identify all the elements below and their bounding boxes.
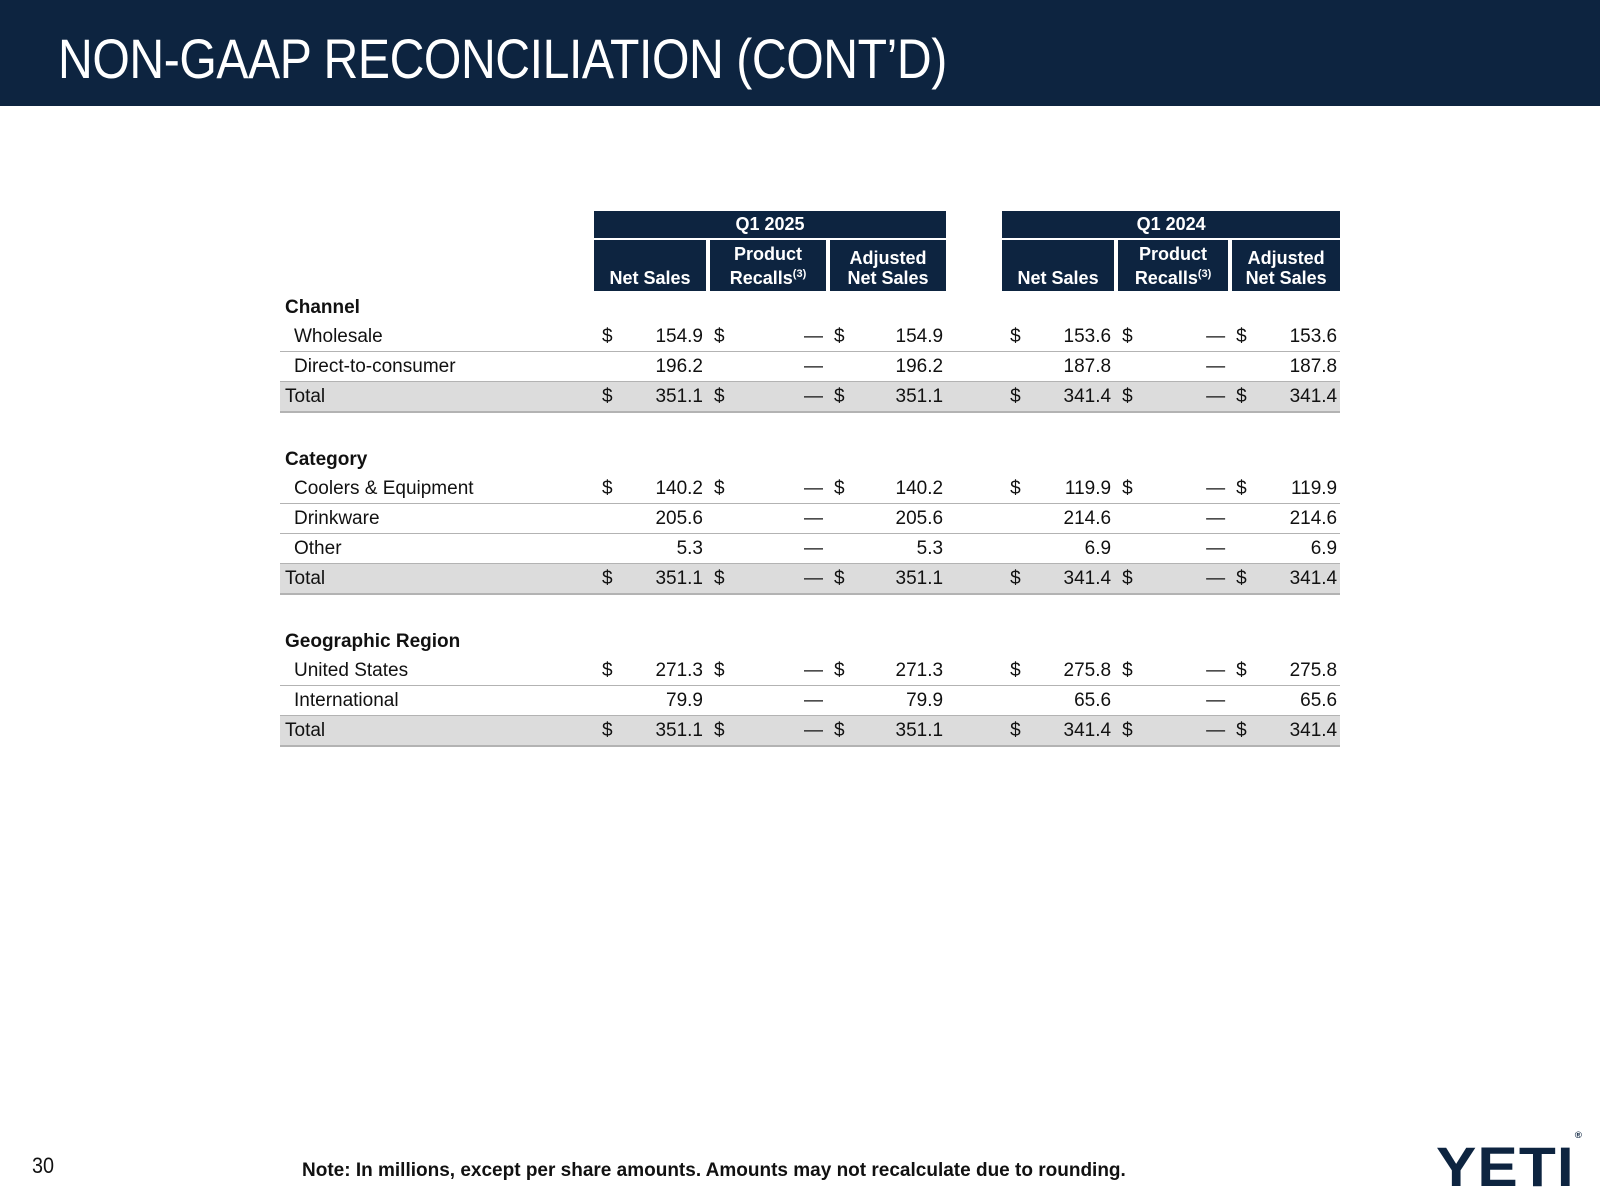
total-value-cell: 341.4 xyxy=(1262,382,1340,413)
value-cell: — xyxy=(1148,322,1228,352)
currency-symbol: $ xyxy=(1228,322,1262,352)
value-cell: 275.8 xyxy=(1036,656,1114,686)
page-title: NON-GAAP RECONCILIATION (CONT’D) xyxy=(58,27,947,90)
currency-symbol: $ xyxy=(1002,474,1036,504)
currency-symbol: $ xyxy=(826,382,860,413)
value-cell: — xyxy=(740,322,826,352)
value-cell: — xyxy=(740,504,826,534)
value-cell: 214.6 xyxy=(1262,504,1340,534)
currency-symbol: $ xyxy=(1114,564,1148,595)
total-label: Total xyxy=(280,564,594,595)
currency-symbol: $ xyxy=(706,382,740,413)
total-value-cell: 341.4 xyxy=(1036,564,1114,595)
value-cell: — xyxy=(740,656,826,686)
currency-symbol: $ xyxy=(1228,656,1262,686)
currency-symbol: $ xyxy=(1114,382,1148,413)
total-row xyxy=(280,564,1340,595)
currency-symbol: $ xyxy=(594,716,628,747)
currency-symbol xyxy=(826,352,860,382)
currency-symbol xyxy=(826,534,860,564)
col-header-net-sales: Net Sales xyxy=(1002,240,1114,291)
total-value-cell: — xyxy=(1148,716,1228,747)
total-value-cell: 341.4 xyxy=(1036,382,1114,413)
total-value-cell: 351.1 xyxy=(860,716,946,747)
total-label: Total xyxy=(280,382,594,413)
row-label: International xyxy=(280,686,594,716)
currency-symbol: $ xyxy=(594,322,628,352)
currency-symbol: $ xyxy=(1002,322,1036,352)
value-cell: 6.9 xyxy=(1262,534,1340,564)
col-header-net-sales: Net Sales xyxy=(594,240,706,291)
section-title: Category xyxy=(285,448,368,470)
value-cell: 187.8 xyxy=(1036,352,1114,382)
currency-symbol xyxy=(1114,686,1148,716)
group-header-q1-2024: Q1 2024 xyxy=(1002,211,1340,240)
currency-symbol: $ xyxy=(1114,474,1148,504)
value-cell: 79.9 xyxy=(860,686,946,716)
currency-symbol: $ xyxy=(1114,656,1148,686)
currency-symbol xyxy=(1114,352,1148,382)
col-header-adjusted-net-sales: Adjusted Net Sales xyxy=(826,240,946,291)
value-cell: 153.6 xyxy=(1036,322,1114,352)
total-value-cell: — xyxy=(1148,564,1228,595)
row-label: Direct-to-consumer xyxy=(280,352,594,382)
value-cell: 5.3 xyxy=(860,534,946,564)
col-header-adjusted-net-sales: Adjusted Net Sales xyxy=(1228,240,1340,291)
currency-symbol: $ xyxy=(1002,716,1036,747)
table-row xyxy=(280,686,1340,716)
currency-symbol: $ xyxy=(826,656,860,686)
value-cell: 205.6 xyxy=(628,504,706,534)
currency-symbol xyxy=(826,504,860,534)
currency-symbol: $ xyxy=(1228,474,1262,504)
value-cell: — xyxy=(740,534,826,564)
currency-symbol xyxy=(1114,534,1148,564)
total-value-cell: — xyxy=(740,382,826,413)
currency-symbol xyxy=(1002,352,1036,382)
header-columns-row xyxy=(280,240,1340,291)
currency-symbol: $ xyxy=(706,656,740,686)
total-value-cell: 351.1 xyxy=(860,564,946,595)
value-cell: — xyxy=(1148,352,1228,382)
currency-symbol xyxy=(1228,686,1262,716)
table-row xyxy=(280,352,1340,382)
row-label: United States xyxy=(280,656,594,686)
value-cell: 205.6 xyxy=(860,504,946,534)
currency-symbol: $ xyxy=(826,716,860,747)
currency-symbol xyxy=(594,534,628,564)
currency-symbol: $ xyxy=(594,382,628,413)
value-cell: 275.8 xyxy=(1262,656,1340,686)
total-row xyxy=(280,382,1340,413)
currency-symbol xyxy=(1114,504,1148,534)
section-title: Channel xyxy=(285,296,360,318)
currency-symbol xyxy=(594,504,628,534)
table-row xyxy=(280,474,1340,504)
value-cell: 119.9 xyxy=(1036,474,1114,504)
value-cell: — xyxy=(740,474,826,504)
group-header-q1-2025: Q1 2025 xyxy=(594,211,946,240)
value-cell: 271.3 xyxy=(860,656,946,686)
total-value-cell: — xyxy=(740,564,826,595)
total-label: Total xyxy=(280,716,594,747)
currency-symbol: $ xyxy=(594,474,628,504)
currency-symbol xyxy=(1002,504,1036,534)
total-value-cell: — xyxy=(740,716,826,747)
currency-symbol: $ xyxy=(1002,656,1036,686)
total-value-cell: 341.4 xyxy=(1036,716,1114,747)
value-cell: 140.2 xyxy=(628,474,706,504)
section-header-row xyxy=(280,443,1340,474)
value-cell: 6.9 xyxy=(1036,534,1114,564)
section-spacer xyxy=(280,595,1340,625)
section-header-row xyxy=(280,625,1340,656)
value-cell: 214.6 xyxy=(1036,504,1114,534)
value-cell: — xyxy=(740,686,826,716)
currency-symbol: $ xyxy=(594,564,628,595)
row-label: Drinkware xyxy=(280,504,594,534)
total-value-cell: 351.1 xyxy=(860,382,946,413)
value-cell: — xyxy=(1148,686,1228,716)
value-cell: 5.3 xyxy=(628,534,706,564)
col-header-product-recalls: Product Recalls$^{(3)}$ xyxy=(706,240,826,291)
currency-symbol xyxy=(706,534,740,564)
value-cell: 140.2 xyxy=(860,474,946,504)
value-cell: 79.9 xyxy=(628,686,706,716)
section-title: Geographic Region xyxy=(285,630,461,652)
value-cell: 187.8 xyxy=(1262,352,1340,382)
table-row xyxy=(280,322,1340,352)
row-label: Coolers & Equipment xyxy=(280,474,594,504)
currency-symbol: $ xyxy=(1228,564,1262,595)
currency-symbol xyxy=(1002,534,1036,564)
value-cell: — xyxy=(740,352,826,382)
currency-symbol xyxy=(1228,534,1262,564)
currency-symbol xyxy=(706,504,740,534)
section-spacer xyxy=(280,413,1340,443)
total-value-cell: — xyxy=(1148,382,1228,413)
currency-symbol xyxy=(706,352,740,382)
currency-symbol: $ xyxy=(1228,716,1262,747)
value-cell: 119.9 xyxy=(1262,474,1340,504)
section-header-row xyxy=(280,291,1340,322)
value-cell: — xyxy=(1148,474,1228,504)
yeti-logo: YETI® xyxy=(1436,1130,1582,1198)
currency-symbol: $ xyxy=(1228,382,1262,413)
row-label: Wholesale xyxy=(280,322,594,352)
currency-symbol: $ xyxy=(1114,322,1148,352)
currency-symbol: $ xyxy=(706,716,740,747)
value-cell: 196.2 xyxy=(860,352,946,382)
table-row xyxy=(280,534,1340,564)
currency-symbol: $ xyxy=(706,474,740,504)
value-cell: 196.2 xyxy=(628,352,706,382)
total-value-cell: 341.4 xyxy=(1262,564,1340,595)
currency-symbol: $ xyxy=(706,322,740,352)
currency-symbol: $ xyxy=(706,564,740,595)
title-bar xyxy=(0,0,1600,106)
table-row xyxy=(280,504,1340,534)
currency-symbol xyxy=(1228,504,1262,534)
reconciliation-table xyxy=(280,211,1340,747)
value-cell: 154.9 xyxy=(628,322,706,352)
table-row xyxy=(280,656,1340,686)
value-cell: 65.6 xyxy=(1036,686,1114,716)
value-cell: 153.6 xyxy=(1262,322,1340,352)
currency-symbol: $ xyxy=(826,322,860,352)
currency-symbol xyxy=(1228,352,1262,382)
row-label: Other xyxy=(280,534,594,564)
currency-symbol: $ xyxy=(1114,716,1148,747)
currency-symbol: $ xyxy=(1002,382,1036,413)
value-cell: 271.3 xyxy=(628,656,706,686)
footnote: Note: In millions, except per share amounts. Amounts may not recalculate due to rounding. xyxy=(302,1160,1126,1181)
value-cell: 65.6 xyxy=(1262,686,1340,716)
value-cell: — xyxy=(1148,534,1228,564)
page-number: 30 xyxy=(32,1153,55,1178)
currency-symbol xyxy=(706,686,740,716)
value-cell: — xyxy=(1148,656,1228,686)
currency-symbol xyxy=(1002,686,1036,716)
col-header-product-recalls: Product Recalls$^{(3)}$ xyxy=(1114,240,1228,291)
total-value-cell: 351.1 xyxy=(628,564,706,595)
currency-symbol xyxy=(826,686,860,716)
total-row xyxy=(280,716,1340,747)
currency-symbol xyxy=(594,352,628,382)
header-group-row xyxy=(280,211,1340,240)
total-value-cell: 351.1 xyxy=(628,716,706,747)
currency-symbol: $ xyxy=(826,474,860,504)
total-value-cell: 341.4 xyxy=(1262,716,1340,747)
currency-symbol: $ xyxy=(594,656,628,686)
value-cell: 154.9 xyxy=(860,322,946,352)
currency-symbol xyxy=(594,686,628,716)
value-cell: — xyxy=(1148,504,1228,534)
currency-symbol: $ xyxy=(1002,564,1036,595)
total-value-cell: 351.1 xyxy=(628,382,706,413)
currency-symbol: $ xyxy=(826,564,860,595)
